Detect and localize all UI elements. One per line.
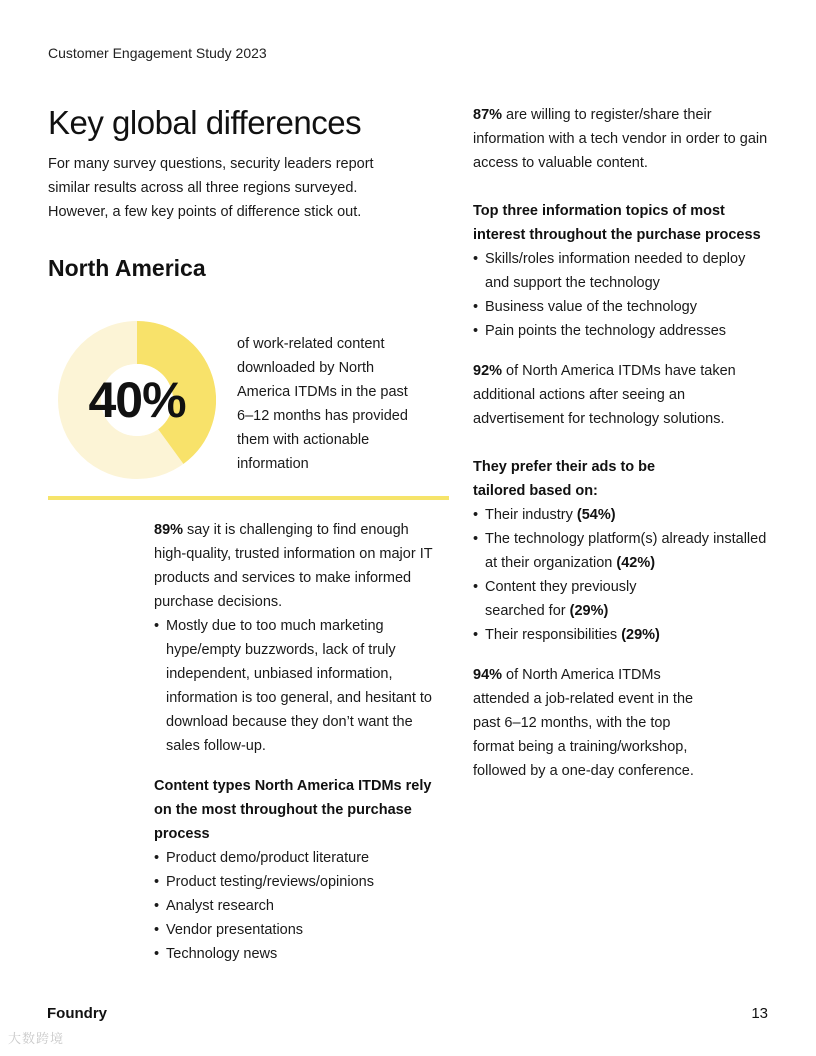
content-types-list xyxy=(154,846,434,966)
intro-paragraph: For many survey questions, security leaders report similar results across all three regions surveyed. However, a few key points of difference stick out. xyxy=(48,156,374,220)
list-item xyxy=(473,575,773,623)
register-paragraph xyxy=(473,103,773,175)
list-item: • Skills/roles information needed to deploy and support the technology xyxy=(473,247,773,295)
list-item: • Product testing/reviews/opinions xyxy=(154,870,434,894)
list-item-text: Their responsibilities xyxy=(485,627,622,643)
running-header: Customer Engagement Study 2023 xyxy=(48,45,267,61)
left-column xyxy=(154,518,434,966)
ads-action-text: of North America ITDMs have taken additional actions after seeing an advertisement for technology solutions. xyxy=(473,363,736,427)
page-number: 13 xyxy=(751,1005,768,1022)
challenge-paragraph xyxy=(154,518,434,614)
list-item-percent: (29%) xyxy=(621,627,660,643)
section-divider xyxy=(48,496,449,500)
events-text: of North America ITDMs attended a job-related event in the past 6–12 months, with the top format being a training/workshop, followed by a one-day conference. xyxy=(473,667,694,779)
list-item-text: The technology platform(s) already installed at their organization xyxy=(485,531,767,571)
content-types-heading: Content types North America ITDMs rely on the most throughout the purchase process xyxy=(154,778,432,842)
list-item-percent: (29%) xyxy=(569,603,609,619)
stat-caption: of work-related content downloaded by North America ITDMs in the past 6–12 months has provided them with actionable information xyxy=(237,336,408,472)
challenge-reasons-list xyxy=(154,614,434,758)
list-item-text: Their industry xyxy=(485,507,577,523)
ad-tailoring-list xyxy=(473,503,773,647)
list-item xyxy=(473,527,773,575)
list-item: • Mostly due to too much marketing hype/empty buzzwords, lack of truly independent, unbiased information, information is too general, and hesitant to download because they don’t want the sales follow-up. xyxy=(154,614,434,758)
list-item: • Technology news xyxy=(154,942,434,966)
stat-value: 40% xyxy=(88,372,186,428)
ads-action-paragraph xyxy=(473,359,773,431)
register-stat: 87% xyxy=(473,107,503,123)
list-item: • Business value of the technology xyxy=(473,295,773,319)
events-stat: 94% xyxy=(473,667,503,683)
watermark: 大数跨境 xyxy=(8,1031,65,1046)
list-item: • Analyst research xyxy=(154,894,434,918)
region-heading: North America xyxy=(48,255,206,281)
list-item: • Vendor presentations xyxy=(154,918,434,942)
list-item-text: Content they previously searched for xyxy=(485,579,637,619)
list-item-percent: (54%) xyxy=(576,507,616,523)
ads-action-stat: 92% xyxy=(473,363,503,379)
topics-list xyxy=(473,247,773,343)
page-title: Key global differences xyxy=(48,104,362,141)
register-text: are willing to register/share their information with a tech vendor in order to gain access to valuable content. xyxy=(473,107,768,171)
right-column xyxy=(473,103,773,783)
challenge-text: say it is challenging to find enough high-quality, trusted information on major IT products and services to make informed purchase decisions. xyxy=(154,522,433,610)
list-item-percent: (42%) xyxy=(616,555,656,571)
ad-tailoring-heading: They prefer their ads to be tailored based on: xyxy=(473,459,656,499)
list-item xyxy=(473,623,773,647)
events-paragraph xyxy=(473,663,713,783)
topics-heading: Top three information topics of most interest throughout the purchase process xyxy=(473,203,761,243)
brand-logo: Foundry xyxy=(47,1005,107,1022)
list-item: • Product demo/product literature xyxy=(154,846,434,870)
challenge-stat: 89% xyxy=(154,522,184,538)
list-item xyxy=(473,503,773,527)
list-item: • Pain points the technology addresses xyxy=(473,319,773,343)
